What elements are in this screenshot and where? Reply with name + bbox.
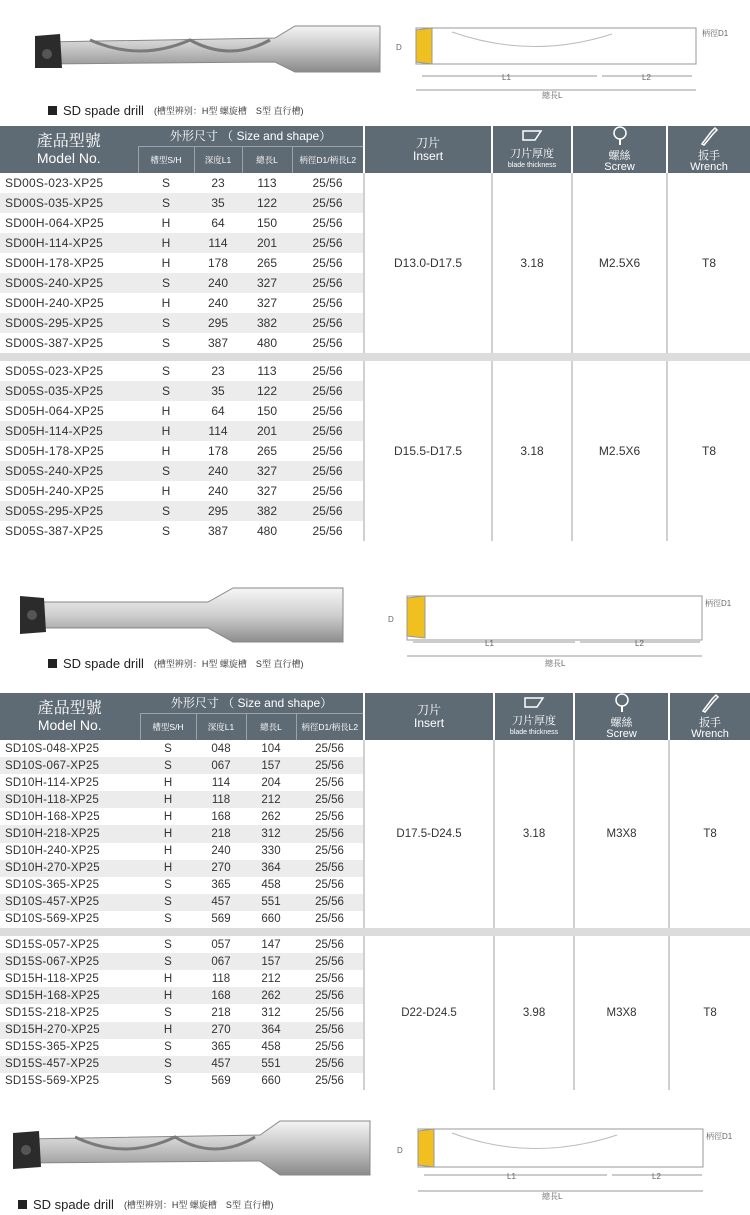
model-cell: SD00H-064-XP25 — [0, 213, 138, 233]
length-cell: 104 — [246, 740, 296, 757]
model-cell: SD10H-168-XP25 — [0, 808, 140, 825]
shank-cell: 25/56 — [296, 987, 364, 1004]
shank-cell: 25/56 — [292, 441, 364, 461]
length-cell: 327 — [242, 461, 292, 481]
type-cell: S — [138, 381, 194, 401]
caption-title: SD spade drill — [63, 656, 144, 671]
length-cell: 327 — [242, 481, 292, 501]
shank-cell: 25/56 — [292, 333, 364, 353]
length-cell: 204 — [246, 774, 296, 791]
diagram-label-shank: 柄徑D1 — [705, 599, 732, 608]
model-cell: SD15S-218-XP25 — [0, 1004, 140, 1021]
spiral-drill-image — [5, 1115, 375, 1185]
model-cell: SD00S-240-XP25 — [0, 273, 138, 293]
depth-cell: 365 — [196, 1039, 246, 1056]
model-cell: SD10S-457-XP25 — [0, 894, 140, 911]
type-cell: H — [140, 987, 196, 1004]
model-cell: SD05H-064-XP25 — [0, 401, 138, 421]
length-cell: 480 — [242, 521, 292, 541]
model-cell: SD00H-178-XP25 — [0, 253, 138, 273]
shank-cell: 25/56 — [292, 193, 364, 213]
depth-cell: 057 — [196, 936, 246, 953]
type-cell: H — [140, 774, 196, 791]
shank-cell: 25/56 — [296, 791, 364, 808]
insert-range-cell: D15.5-D17.5 — [364, 361, 492, 541]
model-cell: SD00S-035-XP25 — [0, 193, 138, 213]
bullet-square-icon — [48, 106, 57, 115]
header-thickness: 刀片厚度 blade thickness — [494, 693, 574, 740]
type-cell: S — [140, 1073, 196, 1090]
bullet-square-icon — [18, 1200, 27, 1209]
model-cell: SD15H-270-XP25 — [0, 1022, 140, 1039]
length-cell: 150 — [242, 401, 292, 421]
wrench-cell: T8 — [667, 173, 750, 353]
depth-cell: 168 — [196, 808, 246, 825]
length-cell: 312 — [246, 1004, 296, 1021]
depth-cell: 35 — [194, 381, 242, 401]
depth-cell: 270 — [196, 1022, 246, 1039]
length-cell: 147 — [246, 936, 296, 953]
type-cell: S — [140, 936, 196, 953]
length-cell: 262 — [246, 987, 296, 1004]
bullet-square-icon — [48, 659, 57, 668]
length-cell: 113 — [242, 173, 292, 193]
depth-cell: 240 — [196, 843, 246, 860]
type-cell: S — [138, 333, 194, 353]
shank-cell: 25/56 — [292, 521, 364, 541]
length-cell: 150 — [242, 213, 292, 233]
model-cell: SD05H-178-XP25 — [0, 441, 138, 461]
shank-cell: 25/56 — [292, 293, 364, 313]
type-cell: S — [140, 1039, 196, 1056]
model-cell: SD05S-035-XP25 — [0, 381, 138, 401]
header-screw: 螺絲 Screw — [572, 126, 667, 173]
type-cell: H — [138, 233, 194, 253]
shank-cell: 25/56 — [296, 936, 364, 953]
model-cell: SD05H-114-XP25 — [0, 421, 138, 441]
shank-cell: 25/56 — [292, 313, 364, 333]
insert-range-cell: D13.0-D17.5 — [364, 173, 492, 353]
header-wrench: 扳手 Wrench — [667, 126, 750, 173]
depth-cell: 240 — [194, 273, 242, 293]
model-cell: SD15S-057-XP25 — [0, 936, 140, 953]
model-cell: SD05S-387-XP25 — [0, 521, 138, 541]
model-cell: SD10S-067-XP25 — [0, 757, 140, 774]
product-hero-2 — [0, 560, 750, 683]
type-cell: H — [138, 421, 194, 441]
model-cell: SD00H-240-XP25 — [0, 293, 138, 313]
caption-note: (槽型辨别：H型 螺旋槽 S型 直行槽) — [153, 106, 304, 116]
depth-cell: 35 — [194, 193, 242, 213]
depth-cell: 295 — [194, 501, 242, 521]
diagram-label-l1: L1 — [485, 639, 494, 648]
model-cell: SD15S-457-XP25 — [0, 1056, 140, 1073]
model-cell: SD15H-168-XP25 — [0, 987, 140, 1004]
model-cell: SD00S-295-XP25 — [0, 313, 138, 333]
screw-cell: M2.5X6 — [572, 361, 667, 541]
depth-cell: 64 — [194, 213, 242, 233]
length-cell: 330 — [246, 843, 296, 860]
wrench-cell: T8 — [669, 936, 750, 1090]
depth-cell: 240 — [194, 293, 242, 313]
depth-cell: 295 — [194, 313, 242, 333]
type-cell: H — [138, 441, 194, 461]
length-cell: 327 — [242, 293, 292, 313]
model-cell: SD00S-387-XP25 — [0, 333, 138, 353]
header-insert: 刀片 Insert — [364, 126, 492, 173]
straight-drill-image — [18, 580, 348, 650]
type-cell: H — [138, 401, 194, 421]
length-cell: 201 — [242, 421, 292, 441]
depth-cell: 569 — [196, 1073, 246, 1090]
screw-cell: M3X8 — [574, 936, 669, 1090]
type-cell: H — [140, 860, 196, 877]
type-cell: H — [138, 293, 194, 313]
diagram-label-d: D — [397, 1146, 403, 1155]
screw-icon — [610, 126, 630, 146]
type-cell: S — [138, 361, 194, 381]
shank-cell: 25/56 — [296, 953, 364, 970]
length-cell: 201 — [242, 233, 292, 253]
type-cell: H — [140, 970, 196, 987]
length-cell: 458 — [246, 877, 296, 894]
type-cell: S — [140, 953, 196, 970]
header-insert: 刀片 Insert — [364, 693, 494, 740]
length-cell: 327 — [242, 273, 292, 293]
length-cell: 660 — [246, 1073, 296, 1090]
depth-cell: 178 — [194, 253, 242, 273]
thickness-cell: 3.18 — [494, 740, 574, 928]
depth-cell: 178 — [194, 441, 242, 461]
caption-2 — [48, 656, 303, 671]
insert-thickness-icon — [521, 128, 543, 144]
insert-thickness-icon — [523, 695, 545, 711]
table-row — [0, 740, 750, 757]
diagram-label-total: 總長L — [545, 659, 566, 668]
spec-table-1 — [0, 126, 750, 541]
shank-cell: 25/56 — [296, 970, 364, 987]
dimension-diagram-2 — [385, 580, 732, 670]
dimension-diagram-1 — [392, 8, 729, 100]
thickness-cell: 3.18 — [492, 361, 572, 541]
type-cell: S — [140, 740, 196, 757]
wrench-icon — [700, 693, 720, 713]
diagram-label-shank: 柄徑D1 — [702, 29, 729, 38]
length-cell: 212 — [246, 791, 296, 808]
length-cell: 265 — [242, 441, 292, 461]
length-cell: 113 — [242, 361, 292, 381]
length-cell: 122 — [242, 381, 292, 401]
shank-cell: 25/56 — [296, 825, 364, 842]
model-cell: SD00S-023-XP25 — [0, 173, 138, 193]
depth-cell: 218 — [196, 1004, 246, 1021]
shank-cell: 25/56 — [296, 1004, 364, 1021]
model-cell: SD10S-569-XP25 — [0, 911, 140, 928]
shank-cell: 25/56 — [292, 421, 364, 441]
length-cell: 458 — [246, 1039, 296, 1056]
length-cell: 551 — [246, 894, 296, 911]
shank-cell: 25/56 — [296, 877, 364, 894]
model-cell: SD10S-048-XP25 — [0, 740, 140, 757]
type-cell: S — [140, 911, 196, 928]
subheader-type: 槽型S/H — [140, 713, 196, 740]
length-cell: 480 — [242, 333, 292, 353]
thickness-cell: 3.98 — [494, 936, 574, 1090]
shank-cell: 25/56 — [296, 808, 364, 825]
subheader-depth: 深度L1 — [196, 713, 246, 740]
depth-cell: 270 — [196, 860, 246, 877]
spec-table-2 — [0, 693, 750, 1090]
model-cell: SD10H-240-XP25 — [0, 843, 140, 860]
table-row — [0, 936, 750, 953]
depth-cell: 23 — [194, 173, 242, 193]
type-cell: S — [138, 521, 194, 541]
shank-cell: 25/56 — [292, 401, 364, 421]
type-cell: S — [140, 1056, 196, 1073]
model-cell: SD10H-118-XP25 — [0, 791, 140, 808]
header-thickness: 刀片厚度 blade thickness — [492, 126, 572, 173]
table-row — [0, 361, 750, 381]
depth-cell: 64 — [194, 401, 242, 421]
wrench-cell: T8 — [669, 740, 750, 928]
depth-cell: 048 — [196, 740, 246, 757]
depth-cell: 114 — [196, 774, 246, 791]
subheader-shank: 柄徑D1/柄長L2 — [296, 713, 364, 740]
shank-cell: 25/56 — [292, 233, 364, 253]
model-cell: SD10H-218-XP25 — [0, 825, 140, 842]
depth-cell: 118 — [196, 970, 246, 987]
length-cell: 382 — [242, 313, 292, 333]
type-cell: S — [138, 501, 194, 521]
length-cell: 157 — [246, 757, 296, 774]
model-cell: SD15S-569-XP25 — [0, 1073, 140, 1090]
shank-cell: 25/56 — [292, 501, 364, 521]
depth-cell: 569 — [196, 911, 246, 928]
dimension-diagram-3 — [392, 1113, 733, 1201]
diagram-label-shank: 柄徑D1 — [706, 1132, 733, 1141]
diagram-label-total: 總長L — [542, 1192, 563, 1201]
shank-cell: 25/56 — [292, 273, 364, 293]
shank-cell: 25/56 — [292, 381, 364, 401]
subheader-type: 槽型S/H — [138, 146, 194, 173]
model-cell: SD05H-240-XP25 — [0, 481, 138, 501]
diagram-label-l1: L1 — [502, 73, 511, 82]
thickness-cell: 3.18 — [492, 173, 572, 353]
depth-cell: 457 — [196, 894, 246, 911]
length-cell: 265 — [242, 253, 292, 273]
shank-cell: 25/56 — [296, 774, 364, 791]
subheader-shank: 柄徑D1/柄長L2 — [292, 146, 364, 173]
header-screw: 螺絲 Screw — [574, 693, 669, 740]
caption-title: SD spade drill — [33, 1197, 114, 1212]
subheader-length: 總長L — [246, 713, 296, 740]
depth-cell: 114 — [194, 421, 242, 441]
length-cell: 312 — [246, 825, 296, 842]
depth-cell: 387 — [194, 333, 242, 353]
shank-cell: 25/56 — [292, 461, 364, 481]
header-shape: 外形尺寸 （ Size and shape） — [140, 693, 364, 713]
type-cell: H — [140, 843, 196, 860]
insert-range-cell: D17.5-D24.5 — [364, 740, 494, 928]
depth-cell: 067 — [196, 953, 246, 970]
depth-cell: 240 — [194, 461, 242, 481]
model-cell: SD05S-023-XP25 — [0, 361, 138, 381]
length-cell: 212 — [246, 970, 296, 987]
header-model: 產品型號 Model No. — [37, 699, 102, 733]
caption-note: (槽型辨别：H型 螺旋槽 S型 直行槽) — [123, 1200, 274, 1210]
model-cell: SD15H-118-XP25 — [0, 970, 140, 987]
type-cell: S — [138, 273, 194, 293]
wrench-cell: T8 — [667, 361, 750, 541]
length-cell: 122 — [242, 193, 292, 213]
shank-cell: 25/56 — [292, 361, 364, 381]
insert-range-cell: D22-D24.5 — [364, 936, 494, 1090]
shank-cell: 25/56 — [296, 894, 364, 911]
depth-cell: 240 — [194, 481, 242, 501]
spiral-drill-image — [30, 22, 390, 82]
screw-icon — [612, 693, 632, 713]
model-cell: SD00H-114-XP25 — [0, 233, 138, 253]
type-cell: H — [138, 253, 194, 273]
header-wrench: 扳手 Wrench — [669, 693, 750, 740]
product-hero-3 — [0, 1107, 750, 1215]
type-cell: S — [138, 173, 194, 193]
type-cell: S — [140, 894, 196, 911]
shank-cell: 25/56 — [292, 253, 364, 273]
product-hero-1 — [0, 0, 750, 123]
length-cell: 157 — [246, 953, 296, 970]
type-cell: S — [140, 757, 196, 774]
depth-cell: 23 — [194, 361, 242, 381]
type-cell: S — [138, 193, 194, 213]
screw-cell: M2.5X6 — [572, 173, 667, 353]
diagram-label-total: 總長L — [542, 91, 563, 100]
type-cell: H — [138, 481, 194, 501]
model-cell: SD05S-240-XP25 — [0, 461, 138, 481]
screw-cell: M3X8 — [574, 740, 669, 928]
model-cell: SD10S-365-XP25 — [0, 877, 140, 894]
header-model: 產品型號 Model No. — [36, 132, 101, 166]
diagram-label-l2: L2 — [635, 639, 644, 648]
shank-cell: 25/56 — [296, 757, 364, 774]
shank-cell: 25/56 — [296, 1073, 364, 1090]
depth-cell: 067 — [196, 757, 246, 774]
type-cell: S — [138, 461, 194, 481]
length-cell: 660 — [246, 911, 296, 928]
depth-cell: 168 — [196, 987, 246, 1004]
subheader-depth: 深度L1 — [194, 146, 242, 173]
caption-3 — [18, 1197, 273, 1212]
type-cell: H — [140, 791, 196, 808]
type-cell: S — [140, 1004, 196, 1021]
model-cell: SD10H-114-XP25 — [0, 774, 140, 791]
depth-cell: 118 — [196, 791, 246, 808]
shank-cell: 25/56 — [296, 1056, 364, 1073]
type-cell: S — [138, 313, 194, 333]
shank-cell: 25/56 — [296, 1039, 364, 1056]
type-cell: H — [140, 808, 196, 825]
model-cell: SD10H-270-XP25 — [0, 860, 140, 877]
diagram-label-l2: L2 — [652, 1172, 661, 1181]
diagram-label-d: D — [396, 43, 402, 52]
diagram-label-l2: L2 — [642, 73, 651, 82]
shank-cell: 25/56 — [292, 481, 364, 501]
shank-cell: 25/56 — [296, 860, 364, 877]
model-cell: SD15S-365-XP25 — [0, 1039, 140, 1056]
header-shape: 外形尺寸 （ Size and shape） — [138, 126, 364, 146]
subheader-length: 總長L — [242, 146, 292, 173]
diagram-label-l1: L1 — [507, 1172, 516, 1181]
model-cell: SD15S-067-XP25 — [0, 953, 140, 970]
depth-cell: 218 — [196, 825, 246, 842]
caption-note: (槽型辨别：H型 螺旋槽 S型 直行槽) — [153, 659, 304, 669]
depth-cell: 457 — [196, 1056, 246, 1073]
length-cell: 551 — [246, 1056, 296, 1073]
shank-cell: 25/56 — [296, 1022, 364, 1039]
type-cell: H — [138, 213, 194, 233]
shank-cell: 25/56 — [296, 843, 364, 860]
wrench-icon — [699, 126, 719, 146]
type-cell: S — [140, 877, 196, 894]
length-cell: 364 — [246, 860, 296, 877]
length-cell: 262 — [246, 808, 296, 825]
length-cell: 364 — [246, 1022, 296, 1039]
shank-cell: 25/56 — [292, 213, 364, 233]
shank-cell: 25/56 — [292, 173, 364, 193]
depth-cell: 387 — [194, 521, 242, 541]
diagram-label-d: D — [388, 615, 394, 624]
caption-title: SD spade drill — [63, 103, 144, 118]
length-cell: 382 — [242, 501, 292, 521]
depth-cell: 114 — [194, 233, 242, 253]
caption-1 — [48, 103, 303, 118]
shank-cell: 25/56 — [296, 740, 364, 757]
type-cell: H — [140, 1022, 196, 1039]
shank-cell: 25/56 — [296, 911, 364, 928]
depth-cell: 365 — [196, 877, 246, 894]
table-row — [0, 173, 750, 193]
model-cell: SD05S-295-XP25 — [0, 501, 138, 521]
type-cell: H — [140, 825, 196, 842]
